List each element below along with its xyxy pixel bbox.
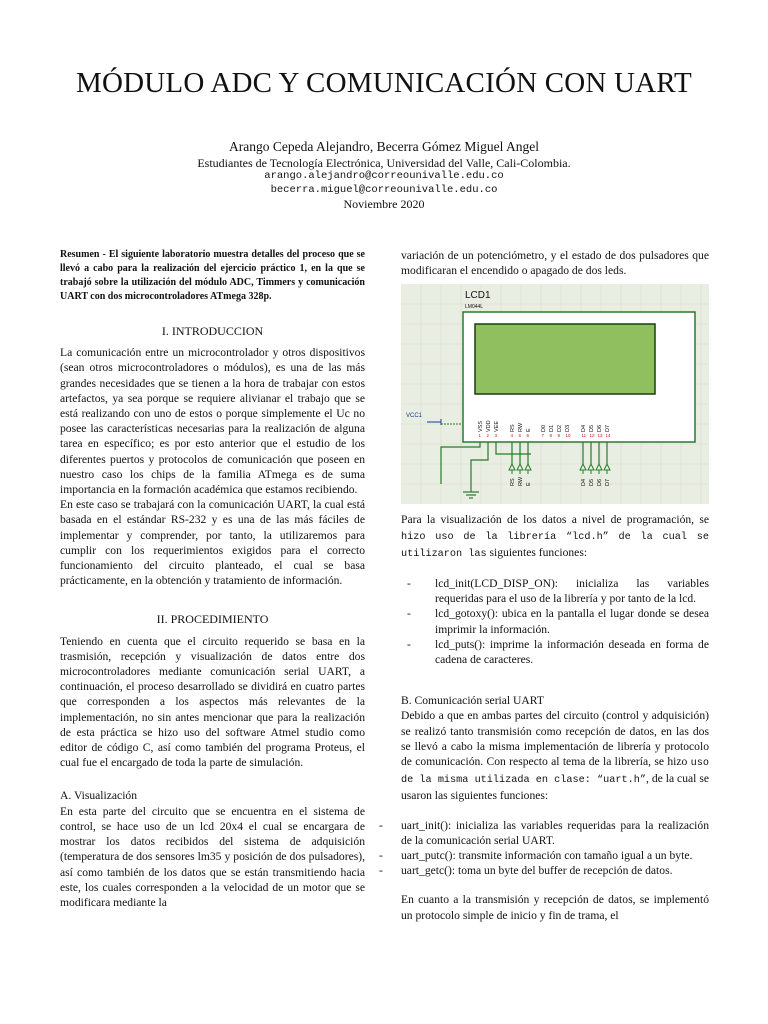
uart-function-list (401, 818, 709, 879)
lcd-label: LCD1 (465, 290, 491, 302)
pin-number-7: 7 (541, 433, 545, 439)
procedure-paragraph: Teniendo en cuenta que el circuito requerido se basa en la trasmisión, recepción y visualización de datos entre dos microcontroladores mediante comunicación serial UART, a continuación, el proceso desarrollado se dividirá en cuatro partes que corresponden a los aspectos más relevantes de la implementación, no sin antes mencionar que para la realización de esta práctica se hizo uso del software Atmel studio como editor de código C, así como también del programa Proteus, el cual fue el encargado de toda la parte de simulación. (60, 634, 365, 770)
pin-number-1: 1 (478, 433, 482, 439)
pin-label-rw: RW (518, 423, 524, 433)
pin-label-vee: VEE (494, 421, 500, 433)
pin-label-d3: D3 (565, 425, 571, 433)
list-item: - lcd_init(LCD_DISP_ON): inicializa las variables requeridas para el uso de la librería y por tanto de la lcd. (401, 576, 709, 606)
pin-label-d0: D0 (541, 425, 547, 433)
vcc-label: VCC1 (406, 413, 423, 420)
authors: Arango Cepeda Alejandro, Becerra Gómez Miguel Angel (228, 139, 540, 154)
list-item: - uart_getc(): toma un byte del buffer de recepción de datos. (401, 863, 709, 878)
pin-label-d7: D7 (605, 425, 611, 433)
pin-number-4: 4 (510, 433, 514, 439)
svg-text:D4: D4 (581, 479, 587, 487)
abstract: Resumen - El siguiente laboratorio muestra detalles del proceso que se llevó a cabo para la realización del ejercicio práctico 1, en la que se trabajó sobre la utilización del módulo ADC, Timmers y comunicación UART con dos microcontroladores ATmega 328p. (60, 249, 365, 302)
lcd-model: LM044L (465, 304, 484, 311)
continued-paragraph: variación de un potenciómetro, y el estado de dos pulsadores que modificaran el encendido o apagado de dos leds. (401, 249, 709, 278)
pin-label-vdd: VDD (486, 420, 492, 433)
page-title: MÓDULO ADC Y COMUNICACIÓN CON UART (76, 67, 692, 99)
pin-label-d4: D4 (581, 425, 587, 433)
svg-text:D6: D6 (597, 479, 603, 487)
subheading-visualizacion: A. Visualización (60, 789, 138, 803)
svg-text:RW: RW (518, 477, 524, 487)
pin-number-8: 8 (549, 433, 553, 439)
list-item: - uart_putc(): transmite información con tamaño igual a un byte. (401, 848, 709, 863)
list-item: - lcd_puts(): imprime la información deseada en forma de cadena de caracteres. (401, 637, 709, 667)
pin-number-12: 12 (589, 433, 595, 439)
email-1: arango.alejandro@correounivalle.edu.co (264, 170, 504, 182)
intro-paragraph-1: La comunicación entre un microcontrolador y otros dispositivos (sean otros microcontroladores o módulos), es una de las más grandes necesidades que se tienen a la hora de trabajar con estos artefactos, ya sea porque se requiere alivianar el trabajo que se está realizando con uno de estos o porque simplemente el Uc no posee las características necesarias para la realización de alguna tarea en específico; es por esto anterior que el estudio de los diferentes puertos y protocolos de comunicación que poseen en nuestro caso los chips de la familia ATmega es de suma importancia en la formación académica que estamos recibiendo. (60, 346, 365, 497)
svg-text:D7: D7 (605, 479, 611, 487)
left-column (60, 248, 365, 910)
pin-label-d6: D6 (597, 425, 603, 433)
lcd-function-list (401, 576, 709, 667)
pin-number-3: 3 (494, 433, 498, 439)
intro-paragraph-2: En este caso se trabajará con la comunicación UART, la cual está basada en el estándar RS-232 y es una de las más fáciles de implementar y comprender, por tanto, la utilizaremos para cumplir con los requerimientos exigidos para el correcto funcionamiento del circuito planteado, el cual se basa prácticamente, en la obtención y tratamiento de información. (60, 498, 365, 588)
section-heading-procedimiento: II. PROCEDIMIENTO (156, 612, 269, 627)
pin-label-vss: VSS (478, 421, 484, 433)
pin-label-e: E (526, 428, 532, 433)
uart-text-c: , de la cual se usaron las siguientes funciones: (401, 772, 709, 803)
uart-paragraph-1 (401, 708, 709, 803)
date: Noviembre 2020 (343, 197, 425, 211)
list-item: - lcd_gotoxy(): ubica en la pantalla el lugar donde se desea imprimir la información. (401, 606, 709, 636)
lcd-screen (475, 324, 655, 394)
uart-text-a: Debido a que en ambas partes del circuito (control y adquisición) se realizó tanto transmisión como recepción de datos, en las dos se llevó a cabo la misma implementación de librería y protocolo de comunicación. Con respecto al tema de la librería, se hizo (401, 709, 709, 769)
pin-number-6: 6 (526, 433, 530, 439)
vis-text-a: Para la visualización de los datos a nivel de programación, se (401, 513, 709, 527)
visualization-paragraph: En esta parte del circuito que se encuentra en el sistema de control, se hace uso de un lcd 20x4 el cual se encargara de mostrar los datos recibidos del sistema de adquisición (temperatura de dos sensores lm35 y posición de dos pulsadores), así como también de los datos que se están transmitiendo hacia este, los cuales corresponden a la velocidad de un motor que se modificara mediante la (60, 804, 365, 909)
section-heading-introduction: I. INTRODUCCION (161, 324, 264, 338)
svg-text:RS: RS (510, 478, 516, 487)
subheading-uart: B. Comunicación serial UART (401, 694, 544, 708)
pin-number-9: 9 (557, 433, 561, 439)
uart-text-b: uso de la misma utilizada en clase: “uart.h” (401, 758, 709, 787)
pin-label-rs: RS (510, 424, 516, 433)
vis-text-c: siguientes funciones: (486, 545, 588, 559)
pin-number-10: 10 (565, 433, 571, 439)
pin-label-d5: D5 (589, 425, 595, 433)
affiliation: Estudiantes de Tecnología Electrónica, Universidad del Valle, Cali-Colombia. (197, 156, 571, 170)
visualization-paragraph-2 (401, 512, 709, 562)
pin-number-5: 5 (518, 433, 522, 439)
email-2: becerra.miguel@correounivalle.edu.co (270, 184, 498, 196)
uart-paragraph-2: En cuanto a la transmisión y recepción de datos, se implementó un protocolo simple de inicio y fin de trama, el (401, 893, 709, 922)
lcd-schematic-figure (401, 284, 709, 504)
pin-label-d1: D1 (549, 425, 555, 433)
pin-number-13: 13 (597, 433, 603, 439)
svg-text:E: E (526, 482, 532, 487)
svg-text:D5: D5 (589, 479, 595, 487)
pin-number-11: 11 (581, 433, 587, 439)
list-item: - uart_init(): inicializa las variables requeridas para la realización de la comunicación serial UART. (401, 818, 709, 848)
pin-number-14: 14 (605, 433, 611, 439)
pin-label-d2: D2 (557, 425, 563, 433)
right-column (401, 248, 709, 923)
vis-text-b: hizo uso de la librería “lcd.h” de la cual se utilizaron las (401, 531, 709, 560)
pin-number-2: 2 (486, 433, 490, 439)
